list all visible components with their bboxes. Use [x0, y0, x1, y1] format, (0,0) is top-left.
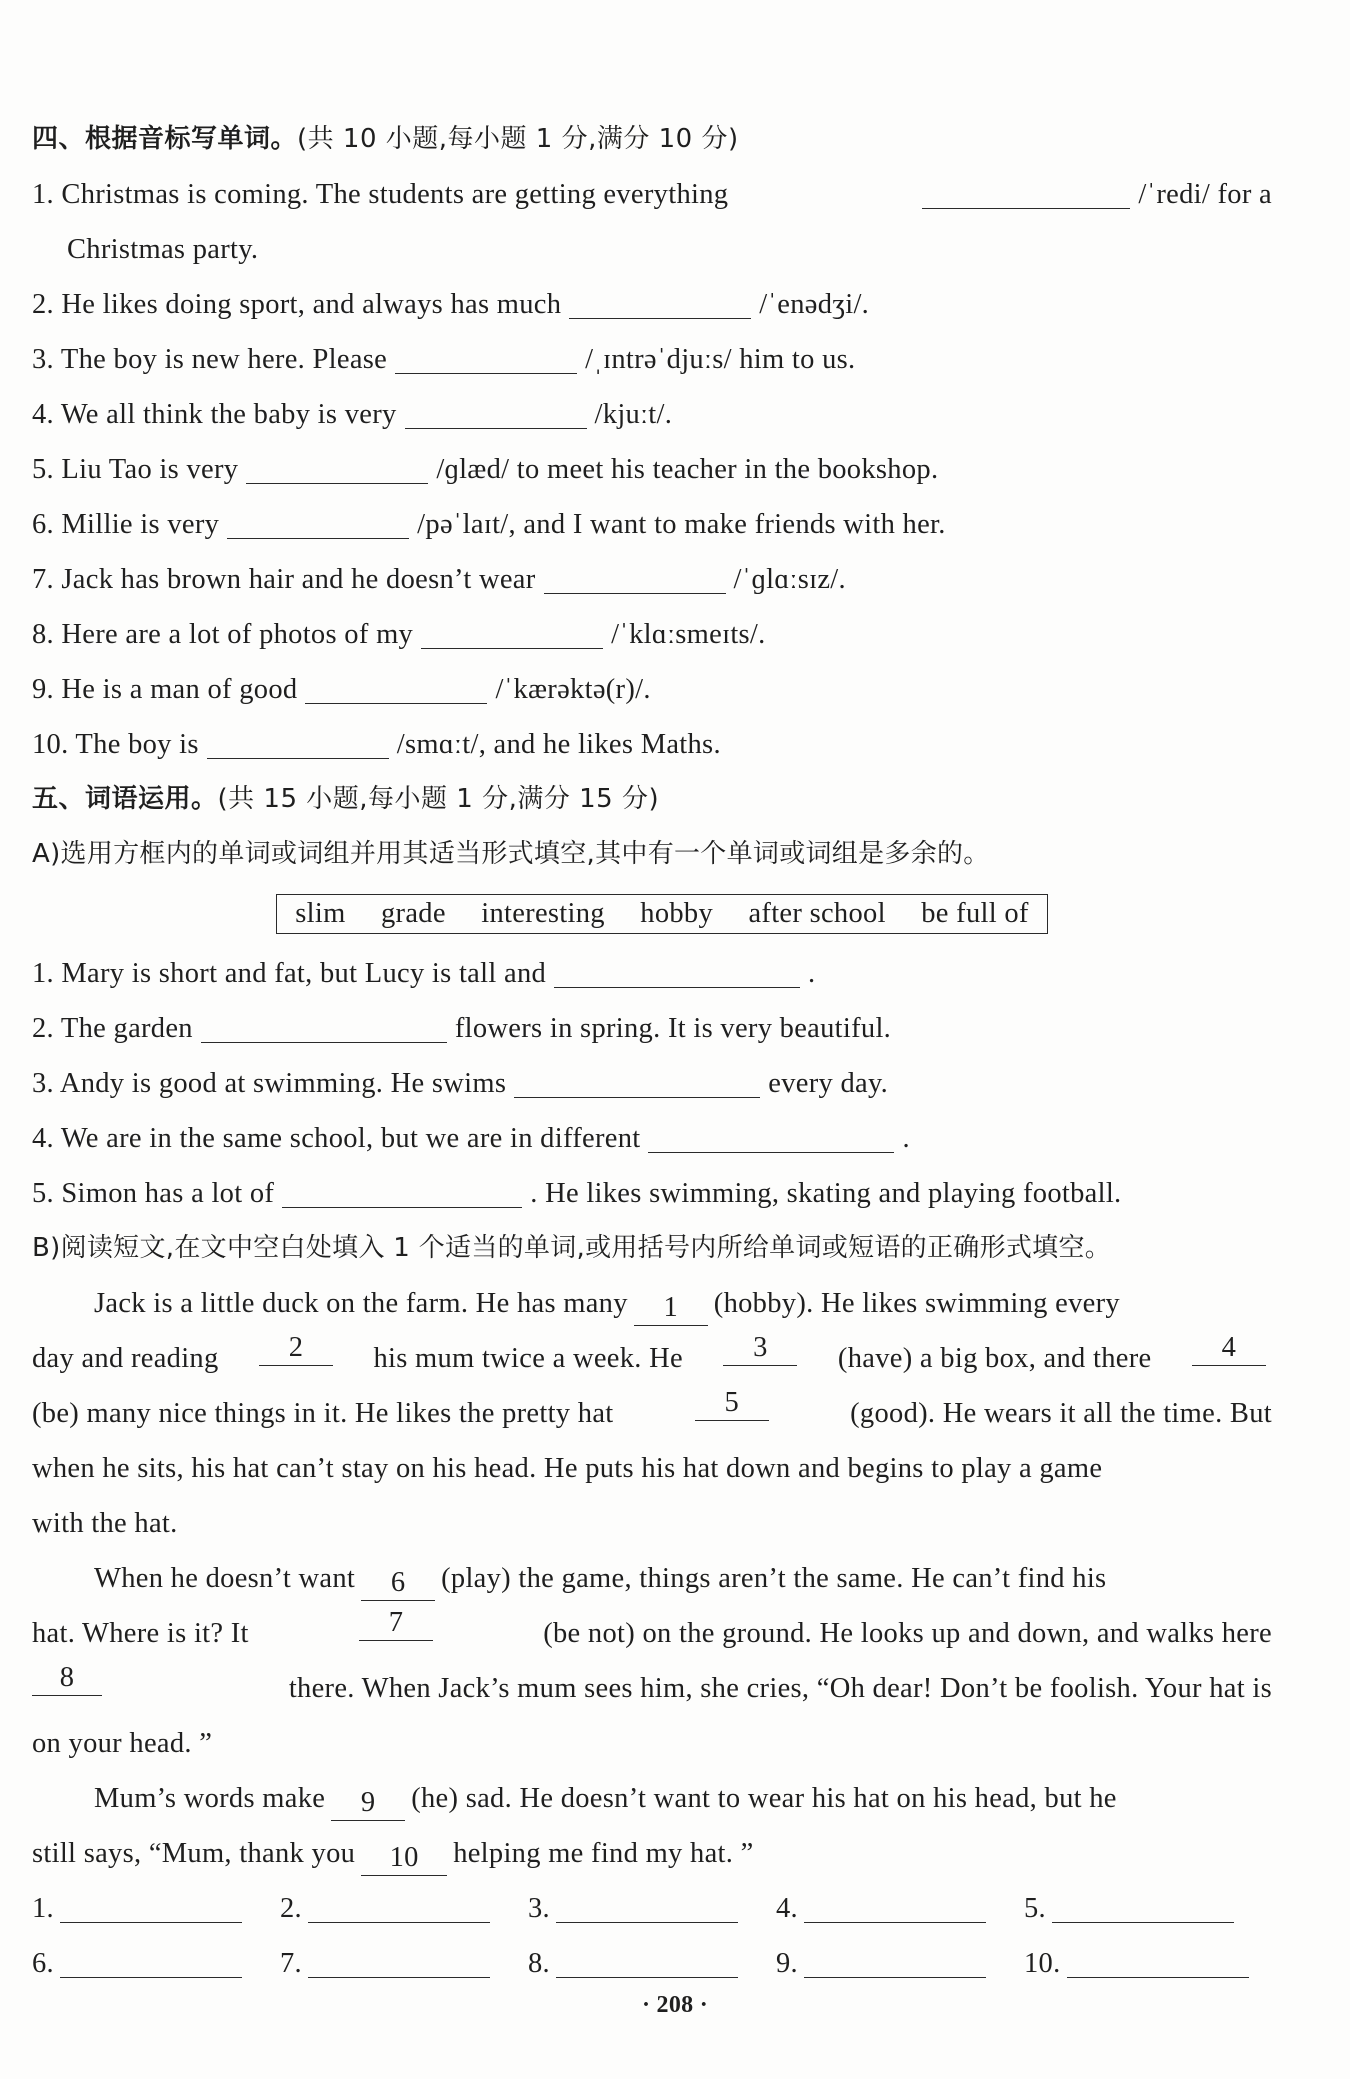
s4-item-7-phonetic: /ˈɡlɑːsɪz/.: [733, 564, 846, 595]
s4-blank-10[interactable]: [207, 728, 389, 759]
s4-item-8: [32, 607, 1272, 662]
answer-blank-2[interactable]: [308, 1892, 490, 1923]
word-box-item: be full of: [921, 898, 1029, 929]
s4-item-8-phonetic: /ˈklɑːsmeɪts/.: [611, 619, 766, 650]
passage-text: (good). He wears it all the time. But: [850, 1398, 1272, 1429]
answer-blank-1[interactable]: [60, 1892, 242, 1923]
answer-label: 7.: [280, 1948, 302, 1979]
passage-line: [32, 1826, 1272, 1881]
passage-blank-4[interactable]: 4: [1192, 1331, 1266, 1366]
answer-cell: [1024, 1881, 1272, 1936]
word-box-item: hobby: [640, 898, 714, 929]
s5a-item-4-end: .: [902, 1123, 910, 1154]
answer-cell: [280, 1936, 528, 1991]
s4-blank-5[interactable]: [246, 453, 428, 484]
s5a-blank-3[interactable]: [514, 1067, 760, 1098]
answer-cell: [528, 1881, 776, 1936]
s4-item-5-text: 5. Liu Tao is very: [32, 454, 239, 485]
passage-line: [32, 1551, 1272, 1606]
s4-item-5-phonetic: /ɡlæd/ to meet his teacher in the bookshop.: [436, 454, 939, 485]
passage-text: his mum twice a week. He: [373, 1343, 683, 1374]
section-5-title: 五、词语运用。: [32, 784, 218, 814]
word-box-item: slim: [295, 898, 346, 929]
passage-line: on your head. ”: [32, 1728, 213, 1759]
passage-text: day and reading: [32, 1343, 219, 1374]
passage-line: [32, 1386, 1272, 1441]
passage-blank-2[interactable]: 2: [259, 1331, 333, 1366]
s4-item-10-text: 10. The boy is: [32, 729, 199, 760]
answer-blank-4[interactable]: [804, 1892, 986, 1923]
s5a-item-2: [32, 1001, 1272, 1056]
passage-line: [32, 1606, 1272, 1661]
s4-blank-9[interactable]: [305, 673, 487, 704]
page-number: · 208 ·: [641, 1992, 709, 2018]
s5a-item-5-end: . He likes swimming, skating and playing football.: [530, 1178, 1122, 1209]
s4-item-5: [32, 442, 1272, 497]
passage-text: (have) a big box, and there: [837, 1343, 1152, 1374]
passage-line: when he sits, his hat can’t stay on his head. He puts his hat down and begins to play a game: [32, 1453, 1103, 1484]
part-b-instruction: B)阅读短文,在文中空白处填入 1 个适当的单词,或用括号内所给单词或短语的正确形式填空。: [32, 1233, 1112, 1263]
passage-text: (be not) on the ground. He looks up and down, and walks here: [543, 1618, 1272, 1649]
answer-label: 9.: [776, 1948, 798, 1979]
s4-item-6: [32, 497, 1272, 552]
passage-text: (he) sad. He doesn’t want to wear his hat on his head, but he: [411, 1783, 1117, 1814]
answer-label: 3.: [528, 1893, 550, 1924]
answer-blank-7[interactable]: [308, 1947, 490, 1978]
s4-blank-7[interactable]: [544, 563, 726, 594]
s5a-item-2-end: flowers in spring. It is very beautiful.: [454, 1013, 892, 1044]
passage-text: (hobby). He likes swimming every: [713, 1288, 1120, 1319]
passage-blank-10[interactable]: 10: [361, 1841, 447, 1876]
part-a-instruction: A)选用方框内的单词或词组并用其适当形式填空,其中有一个单词或词组是多余的。: [32, 839, 990, 869]
answer-blank-9[interactable]: [804, 1947, 986, 1978]
s4-item-4: [32, 387, 1272, 442]
passage-text: helping me find my hat. ”: [453, 1838, 754, 1869]
word-box-item: grade: [381, 898, 446, 929]
s5a-item-3-text: 3. Andy is good at swimming. He swims: [32, 1068, 507, 1099]
s5a-item-4-text: 4. We are in the same school, but we are in different: [32, 1123, 641, 1154]
passage-line: [32, 1661, 1272, 1716]
passage-blank-3[interactable]: 3: [723, 1331, 797, 1366]
s5a-item-1: [32, 946, 1272, 1001]
answer-blank-10[interactable]: [1067, 1947, 1249, 1978]
s5a-item-1-end: .: [808, 958, 816, 989]
answer-row: [32, 1881, 1272, 1936]
passage-blank-1[interactable]: 1: [634, 1291, 708, 1326]
s4-item-1-continued: Christmas party.: [67, 234, 259, 265]
word-box-row: [32, 882, 1272, 946]
s5a-item-4: [32, 1111, 1272, 1166]
answer-cell: [1024, 1936, 1272, 1991]
answer-cell: [32, 1936, 280, 1991]
answer-label: 4.: [776, 1893, 798, 1924]
section-4-heading: [32, 112, 1272, 167]
passage-line: [32, 1331, 1272, 1386]
s4-item-3-phonetic: /ˌɪntrəˈdjuːs/ him to us.: [585, 344, 856, 375]
passage-text: (be) many nice things in it. He likes the pretty hat: [32, 1398, 614, 1429]
section-5-heading: [32, 772, 1272, 827]
answer-blank-8[interactable]: [556, 1947, 738, 1978]
s4-blank-8[interactable]: [421, 618, 603, 649]
passage-text: still says, “Mum, thank you: [32, 1838, 356, 1869]
s4-item-2-phonetic: /ˈenədʒi/.: [759, 289, 870, 320]
s4-blank-6[interactable]: [227, 508, 409, 539]
s4-item-7-text: 7. Jack has brown hair and he doesn’t wear: [32, 564, 536, 595]
answer-label: 10.: [1024, 1948, 1061, 1979]
s4-item-7: [32, 552, 1272, 607]
passage-text: there. When Jack’s mum sees him, she cries, “Oh dear! Don’t be foolish. Your hat is: [288, 1673, 1272, 1704]
answer-label: 1.: [32, 1893, 54, 1924]
answer-cell: [776, 1936, 1024, 1991]
passage-text: Mum’s words make: [94, 1783, 326, 1814]
word-box-item: after school: [748, 898, 886, 929]
answer-cell: [776, 1881, 1024, 1936]
answer-label: 2.: [280, 1893, 302, 1924]
s4-item-9: [32, 662, 1272, 717]
passage-blank-8[interactable]: 8: [32, 1661, 102, 1696]
passage-blank-5[interactable]: 5: [695, 1386, 769, 1421]
s4-item-9-phonetic: /ˈkærəktə(r)/.: [495, 674, 651, 705]
s5a-blank-4[interactable]: [648, 1122, 894, 1153]
answer-row: [32, 1936, 1272, 1991]
section-4-title: 四、根据音标写单词。: [32, 124, 298, 154]
s5a-item-2-text: 2. The garden: [32, 1013, 193, 1044]
s5a-blank-2[interactable]: [201, 1012, 447, 1043]
s4-item-10: [32, 717, 1272, 772]
s4-blank-1[interactable]: [922, 178, 1130, 209]
s4-blank-3[interactable]: [395, 343, 577, 374]
s5a-blank-5[interactable]: [282, 1177, 522, 1208]
passage-text: (play) the game, things aren’t the same. He can’t find his: [441, 1563, 1107, 1594]
s4-item-2: [32, 277, 1272, 332]
s4-item-1-text: 1. Christmas is coming. The students are getting everything: [32, 179, 729, 210]
s4-item-6-phonetic: /pəˈlaɪt/, and I want to make friends with her.: [417, 509, 946, 540]
s4-item-1: [32, 167, 1272, 222]
s4-item-6-text: 6. Millie is very: [32, 509, 220, 540]
passage-blank-9[interactable]: 9: [331, 1786, 405, 1821]
passage-blank-6[interactable]: 6: [361, 1566, 435, 1601]
passage-line: with the hat.: [32, 1508, 178, 1539]
answer-label: 6.: [32, 1948, 54, 1979]
answer-blank-3[interactable]: [556, 1892, 738, 1923]
s4-item-3-text: 3. The boy is new here. Please: [32, 344, 388, 375]
s5a-item-3: [32, 1056, 1272, 1111]
answer-blank-6[interactable]: [60, 1947, 242, 1978]
answer-cell: [528, 1936, 776, 1991]
s4-item-4-text: 4. We all think the baby is very: [32, 399, 397, 430]
passage-text: hat. Where is it? It: [32, 1618, 249, 1649]
s4-item-1-phonetic: /ˈredi/ for a: [1138, 179, 1272, 210]
s4-item-2-text: 2. He likes doing sport, and always has much: [32, 289, 562, 320]
word-box: [276, 894, 1047, 934]
s4-blank-4[interactable]: [405, 398, 587, 429]
answer-cell: [32, 1881, 280, 1936]
s4-item-4-phonetic: /kjuːt/.: [594, 399, 673, 430]
answer-label: 5.: [1024, 1893, 1046, 1924]
s4-item-8-text: 8. Here are a lot of photos of my: [32, 619, 414, 650]
s4-item-9-text: 9. He is a man of good: [32, 674, 298, 705]
answer-label: 8.: [528, 1948, 550, 1979]
word-box-item: interesting: [481, 898, 605, 929]
answer-cell: [280, 1881, 528, 1936]
s4-item-10-phonetic: /smɑːt/, and he likes Maths.: [396, 729, 721, 760]
s5a-item-3-end: every day.: [768, 1068, 889, 1099]
passage-text: When he doesn’t want: [94, 1563, 356, 1594]
answer-blank-5[interactable]: [1052, 1892, 1234, 1923]
passage-blank-7[interactable]: 7: [359, 1606, 433, 1641]
s5a-item-1-text: 1. Mary is short and fat, but Lucy is tall and: [32, 958, 547, 989]
passage-line: [32, 1276, 1272, 1331]
passage-text: Jack is a little duck on the farm. He has many: [94, 1288, 628, 1319]
s4-item-3: [32, 332, 1272, 387]
s5a-blank-1[interactable]: [554, 957, 800, 988]
s4-blank-2[interactable]: [569, 288, 751, 319]
s5a-item-5-text: 5. Simon has a lot of: [32, 1178, 275, 1209]
section-5-scoring: (共 15 小题,每小题 1 分,满分 15 分): [217, 784, 660, 814]
passage-line: [32, 1771, 1272, 1826]
section-4-scoring: (共 10 小题,每小题 1 分,满分 10 分): [297, 124, 739, 154]
s5a-item-5: [32, 1166, 1272, 1221]
